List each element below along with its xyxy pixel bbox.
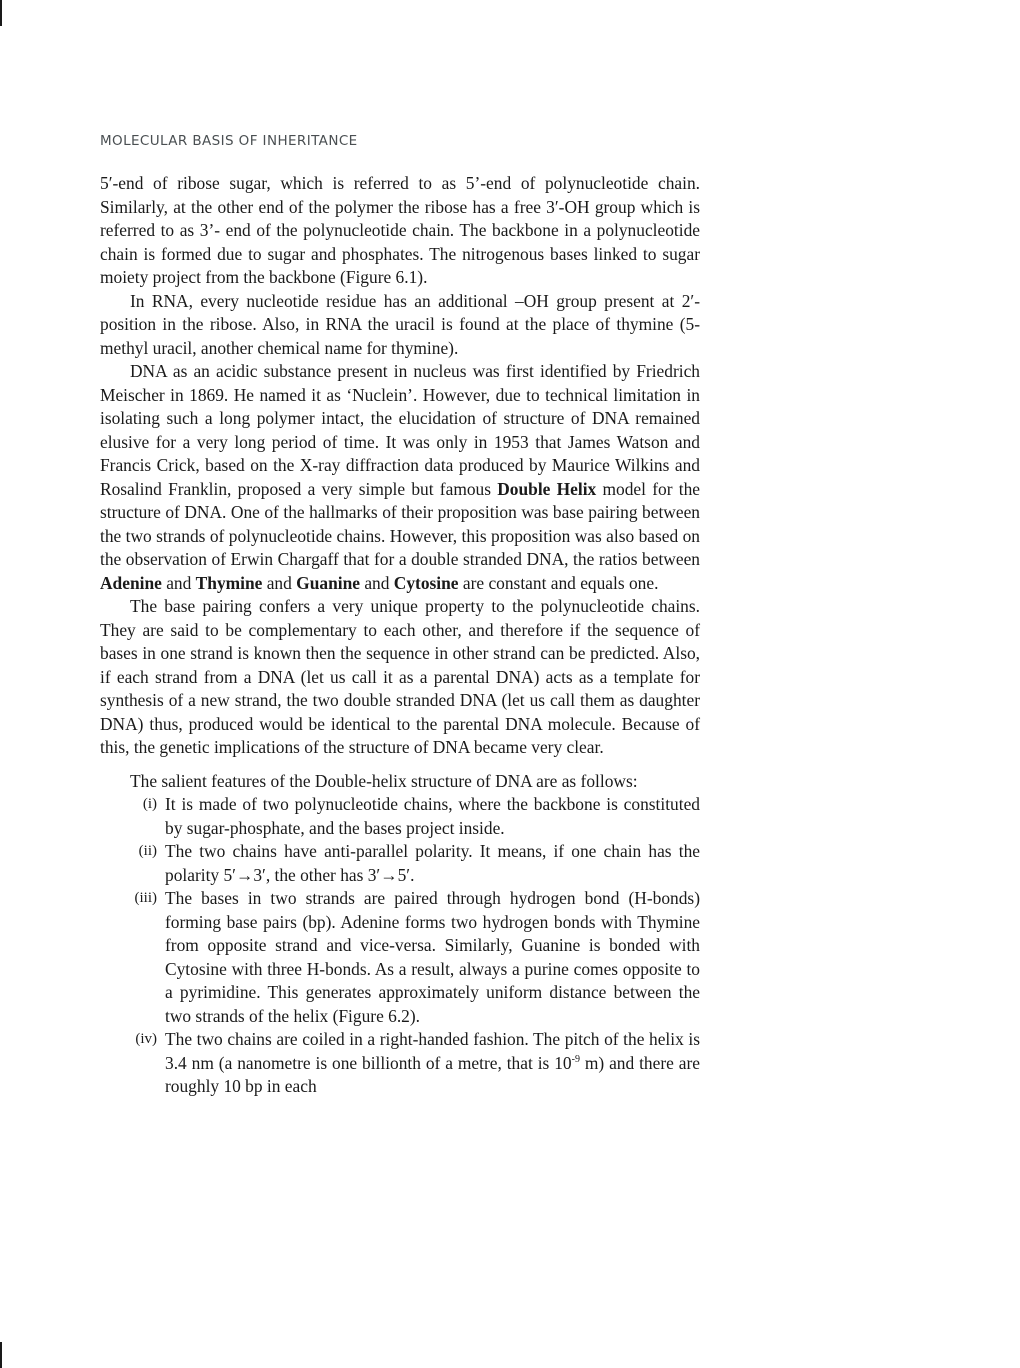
term-double-helix: Double Helix [497, 478, 597, 499]
term-adenine: Adenine [100, 572, 162, 593]
item-number: (ii) [138, 843, 157, 859]
term-guanine: Guanine [296, 572, 360, 593]
features-intro: The salient features of the Double-helix structure of DNA are as follows: [130, 770, 638, 791]
paragraph-base-pairing: The base pairing confers a very unique property to the polynucleotide chains. They are said to be complementary to each other, and therefore if the sequence of bases in one strand is known then the sequence in other strand can be predicted. Also, if each strand from a DNA (let us call it as a parental DNA) acts as a template for synthesis of a new strand, the two double stranded DNA (let us call them as daughter DNA) thus, produced would be identical to the parental DNA molecule. Because of this, the genetic implications of the structure of DNA became very clear. [100, 596, 700, 757]
term-thymine: Thymine [195, 572, 263, 593]
list-item: (ii) The two chains have anti-parallel polarity. It means, if one chain has the polarity 5′→3′, the other has 3′→5′. [100, 840, 700, 887]
list-item: (iii) The bases in two strands are paired through hydrogen bond (H-bonds) forming base pairs (bp). Adenine forms two hydrogen bonds with Thymine from opposite strand and vice-versa. Similarly, Guanine is bonded with Cytosine with three H-bonds. As a result, always a purine comes opposite to a pyrimidine. This generates approximately uniform distance between the two strands of the helix (Figure 6.2). [100, 887, 700, 1028]
exponent: -9 [571, 1053, 580, 1065]
features-list [100, 793, 700, 1099]
crop-mark-bottom [0, 1342, 2, 1368]
running-header: MOLECULAR BASIS OF INHERITANCE [100, 133, 358, 149]
crop-mark-top [0, 0, 2, 26]
page-body [100, 172, 700, 1099]
term-cytosine: Cytosine [393, 572, 459, 593]
item-number: (iv) [135, 1031, 157, 1047]
paragraph-polynucleotide-ends: 5′-end of ribose sugar, which is referred to as 5’-end of polynucleotide chain. Similarly, at the other end of the polymer the ribose has a free 3′-OH group which is referred to as 3’- end of the polynucleotide chain. The backbone in a polynucleotide chain is formed due to sugar and phosphates. The nitrogenous bases linked to sugar moiety project from the backbone (Figure 6.1). [100, 173, 700, 287]
paragraph-dna-history: DNA as an acidic substance present in nucleus was first identified by Friedrich Meischer in 1869. He named it as ‘Nuclein’. However, due to technical limitation in isolating such a long polymer intact, the elucidation of structure of DNA remained elusive for a very long period of time. It was only in 1953 that James Watson and Francis Crick, based on the X-ray diffraction data produced by Maurice Wilkins and Rosalind Franklin, proposed a very simple but famous Double Helix model for the structure of DNA. One of the hallmarks of their proposition was base pairing between the two strands of polynucleotide chains. However, this proposition was also based on the observation of Erwin Chargaff that for a double stranded DNA, the ratios between Adenine and Thymine and Guanine and Cytosine are constant and equals one. [100, 361, 700, 593]
item-number: (i) [142, 796, 157, 812]
list-item: (iv) The two chains are coiled in a right-handed fashion. The pitch of the helix is 3.4 nm (a nanometre is one billionth of a metre, that is $10^{-9}$ m) and there are roughly 10 bp in each [100, 1028, 700, 1099]
item-number: (iii) [134, 890, 157, 906]
list-item: (i) It is made of two polynucleotide chains, where the backbone is constituted by sugar-phosphate, and the bases project inside. [100, 793, 700, 840]
paragraph-rna: In RNA, every nucleotide residue has an additional –OH group present at 2′-position in the ribose. Also, in RNA the uracil is found at the place of thymine (5-methyl uracil, another chemical name for thymine). [100, 290, 700, 358]
